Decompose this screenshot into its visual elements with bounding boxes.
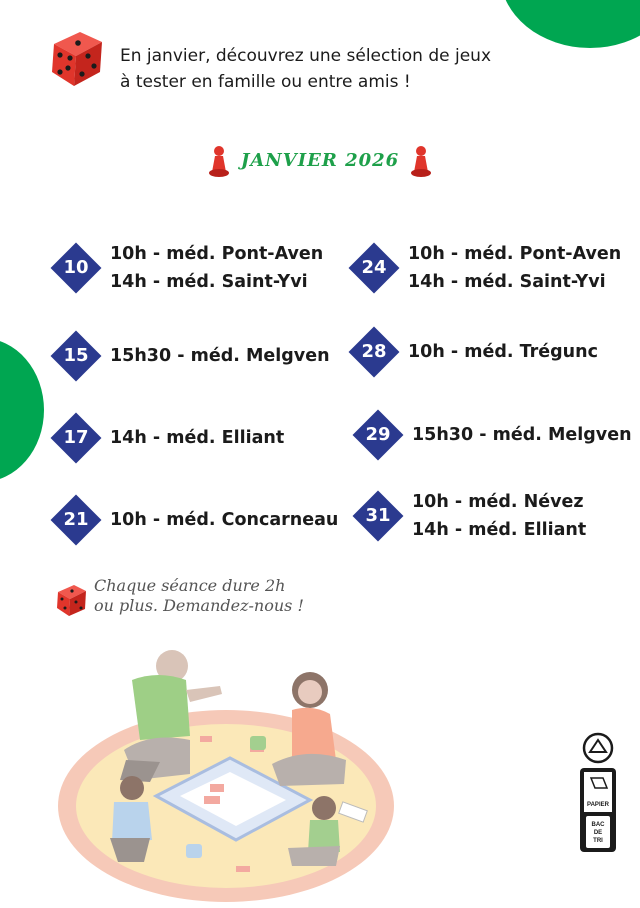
event-line: 14h - méd. Saint-Yvi: [110, 272, 308, 292]
date-number: 24: [361, 257, 387, 278]
event-times: [408, 338, 598, 366]
event-times: [412, 488, 586, 544]
green-side-blob: [0, 338, 44, 482]
date-number: 28: [361, 341, 387, 362]
intro-text: [120, 43, 500, 95]
bac-label: BAC: [591, 822, 605, 828]
event-line: 14h - méd. Elliant: [412, 520, 587, 540]
event-line: 14h - méd. Elliant: [110, 428, 285, 448]
date-number: 17: [63, 427, 89, 448]
event-line: 15h30 - méd. Melgven: [412, 425, 632, 445]
date-number: 10: [63, 257, 89, 278]
papier-label: PAPIER: [587, 802, 609, 808]
event-line: 10h - méd. Concarneau: [110, 510, 339, 530]
event-line: 14h - méd. Saint-Yvi: [408, 272, 606, 292]
family-boardgame-illustration: [40, 640, 420, 908]
month-heading: [0, 142, 640, 182]
event-line: 10h - méd. Pont-Aven: [408, 244, 622, 264]
dice-icon: [50, 28, 104, 88]
event-line: 10h - méd. Névez: [412, 492, 584, 512]
date-number: 29: [365, 424, 391, 445]
date-number: 15: [63, 345, 89, 366]
note-line-1: Chaque séance dure 2h: [94, 576, 286, 595]
event-times: [412, 421, 632, 449]
date-number: 31: [365, 505, 391, 526]
small-dice-icon: [56, 582, 88, 618]
month-title: JANVIER 2026: [240, 150, 400, 171]
event-times: [110, 424, 284, 452]
pawn-icon: [410, 144, 432, 178]
recycling-logo: [576, 730, 620, 854]
event-line: 10h - méd. Trégunc: [408, 342, 598, 362]
note-line-2: ou plus. Demandez-nous !: [94, 596, 304, 615]
event-times: [110, 240, 323, 296]
pawn-icon: [208, 144, 230, 178]
de-label: DE: [593, 830, 603, 836]
date-number: 21: [63, 509, 89, 530]
event-line: 15h30 - méd. Melgven: [110, 346, 330, 366]
event-times: [110, 342, 330, 370]
intro-line-2: à tester en famille ou entre amis !: [120, 72, 411, 92]
session-note: [94, 576, 304, 616]
tri-label: TRI: [593, 838, 603, 844]
event-times: [408, 240, 621, 296]
event-times: [110, 506, 338, 534]
event-line: 10h - méd. Pont-Aven: [110, 244, 324, 264]
intro-line-1: En janvier, découvrez une sélection de jeux: [120, 46, 492, 66]
green-corner-blob: [500, 0, 640, 48]
